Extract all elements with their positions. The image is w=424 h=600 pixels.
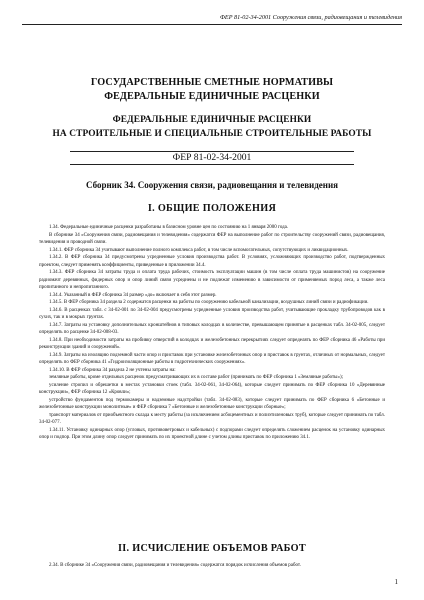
paragraph: В сборнике 34 «Сооружения связи, радиовещания и телевидения» содержатся ФЕР на выполнение работ по строительству сооружений связи, радиовещания, телевидения и проводной связи. bbox=[39, 232, 385, 245]
section-heading-volumes: II. ИСЧИСЛЕНИЕ ОБЪЕМОВ РАБОТ bbox=[118, 543, 306, 554]
paragraph: 1.34.1. ФЕР сборника 34 учитывают выполнение полного комплекса работ, в том числе вспомогательных, сопутствующих и ликвидационных. bbox=[49, 247, 349, 253]
document-code: ФЕР 81-02-34-2001 bbox=[172, 152, 252, 163]
paragraph: земляные работы, кроме отдельных расценок предусматривающих их в составе работ (принимать по ФЕР сборника 1 «Земляные работы»); bbox=[49, 375, 343, 380]
paragraph: транспорт материалов от приобъектного склада к месту работы (за исключением асбоцементных и полиэтиленовых труб), которые следует принимать по табл. 34-02-077. bbox=[39, 412, 385, 425]
paragraph: 1.34.10. В ФЕР сборника 34 раздела 2 не учтены затраты на: bbox=[49, 367, 176, 373]
title-line-3: ФЕДЕРАЛЬНЫЕ ЕДИНИЧНЫЕ РАСЦЕНКИ bbox=[112, 115, 312, 125]
paragraph: 1.34.6. В расценках табл. с 34-02-001 по 34-02-004 предусмотрены усредненные условия производства работ, учитывающие прокладку трубопроводов как в сухих, так и в мокрых грунтах. bbox=[39, 307, 385, 320]
paragraph: 2.34. В сборнике 34 «Сооружения связи, радиовещания и телевидения» содержатся порядок исчисления объемов работ. bbox=[49, 563, 301, 568]
section-volumes-body bbox=[39, 562, 385, 570]
paragraph: 1.34.11. Установку одинарных опор (угловых, противоветровых и кабельных) с подпорами следует определять сложением расценок на установку одинарных опор и подпор. При этом длину опор следует принимать по их проектной длине с учетом длины приставок по приложению 34.1. bbox=[39, 427, 385, 440]
title-line-1: ГОСУДАРСТВЕННЫЕ СМЕТНЫЕ НОРМАТИВЫ bbox=[90, 77, 334, 88]
paragraph: 1.34.8. При необходимости затраты на пробивку отверстий в колодцах и железобетонных перекрытиях следует определять по ФЕР сборника 46 «Работы при реконструкции зданий и сооружений». bbox=[39, 337, 385, 350]
paragraph: 1.34.9. Затраты на изоляцию подземной части опор и приставок при установке железобетонных опор и приставок в грунтах, отличных от нормальных, следует определять по ФЕР сборника 41 «Гидроизоляционные работы в гидротехнических сооружениях». bbox=[39, 352, 385, 365]
paragraph: 1.34.2. В ФЕР сборника 34 предусмотрены усредненные условия производства работ. В условиях, усложняющих производство работ, подтвержденных проектом, следует применять коэффициенты, приведенные в приложении 34.4. bbox=[39, 255, 385, 268]
page-number: 1 bbox=[394, 578, 398, 586]
paragraph: 1.34.7. Затраты на установку дополнительных кронштейнов в типовых колодцах в количестве, превышающем принятые в расценках табл. 34-02-005, следует определять по расценке 34-02-008-03. bbox=[39, 322, 385, 335]
running-header: ФЕР 81-02-34-2001 Сооружения связи, радиовещания и телевидения bbox=[219, 14, 402, 21]
code-rule-bottom bbox=[70, 164, 354, 165]
section-general-body bbox=[39, 224, 385, 442]
title-line-4: НА СТРОИТЕЛЬНЫЕ И СПЕЦИАЛЬНЫЕ СТРОИТЕЛЬНЫЕ РАБОТЫ bbox=[52, 129, 372, 139]
paragraph: 1.34.5. В ФЕР сборника 34 раздела 2 содержатся расценки на работы по сооружению кабельной канализации, воздушных линий связи и радиофикации. bbox=[49, 300, 369, 305]
section-heading-general: I. ОБЩИЕ ПОЛОЖЕНИЯ bbox=[147, 203, 277, 214]
paragraph: усиление стропил и обрешетки в местах установки стоек (табл. 34-02-061, 34-02-064), которые следует принимать по ФЕР сборника 10 «Деревянные конструкции», ФЕР сборника 12 «Кровли»; bbox=[39, 382, 385, 395]
collection-title: Сборник 34. Сооружения связи, радиовещания и телевидения bbox=[85, 180, 339, 190]
paragraph: 1.34.4. Указанный в ФЕР сборника 34 размер «до» включает в себя этот размер. bbox=[49, 292, 217, 298]
paragraph: 1.34.3. ФЕР сборника 34 затраты труда и оплата труда рабочих, стоимость эксплуатации машин (в том числе оплата труда машинистов) на сооружение радиомачт деревянных, фидерных опор и опор линий связи усреднены и не подлежат изменению в зависимости от применяемых пород леса, а также леса пропитанного и непропитанного. bbox=[39, 270, 385, 290]
header-rule bbox=[22, 24, 402, 25]
paragraph: 1.34. Федеральные единичные расценки разработаны в базисном уровне цен по состоянию на 1 января 2000 года. bbox=[49, 225, 289, 230]
title-line-2: ФЕДЕРАЛЬНЫЕ ЕДИНИЧНЫЕ РАСЦЕНКИ bbox=[104, 91, 320, 102]
paragraph: устройство фундаментов под термокамеры и надземные надстройки (табл. 34-02-083), которые следует принимать по ФЕР сборника 6 «Бетонные и железобетонные конструкции монолитные» и ФЕР сборника 7 «Бетонные и железобетонные конструкции сборные»; bbox=[39, 397, 385, 410]
